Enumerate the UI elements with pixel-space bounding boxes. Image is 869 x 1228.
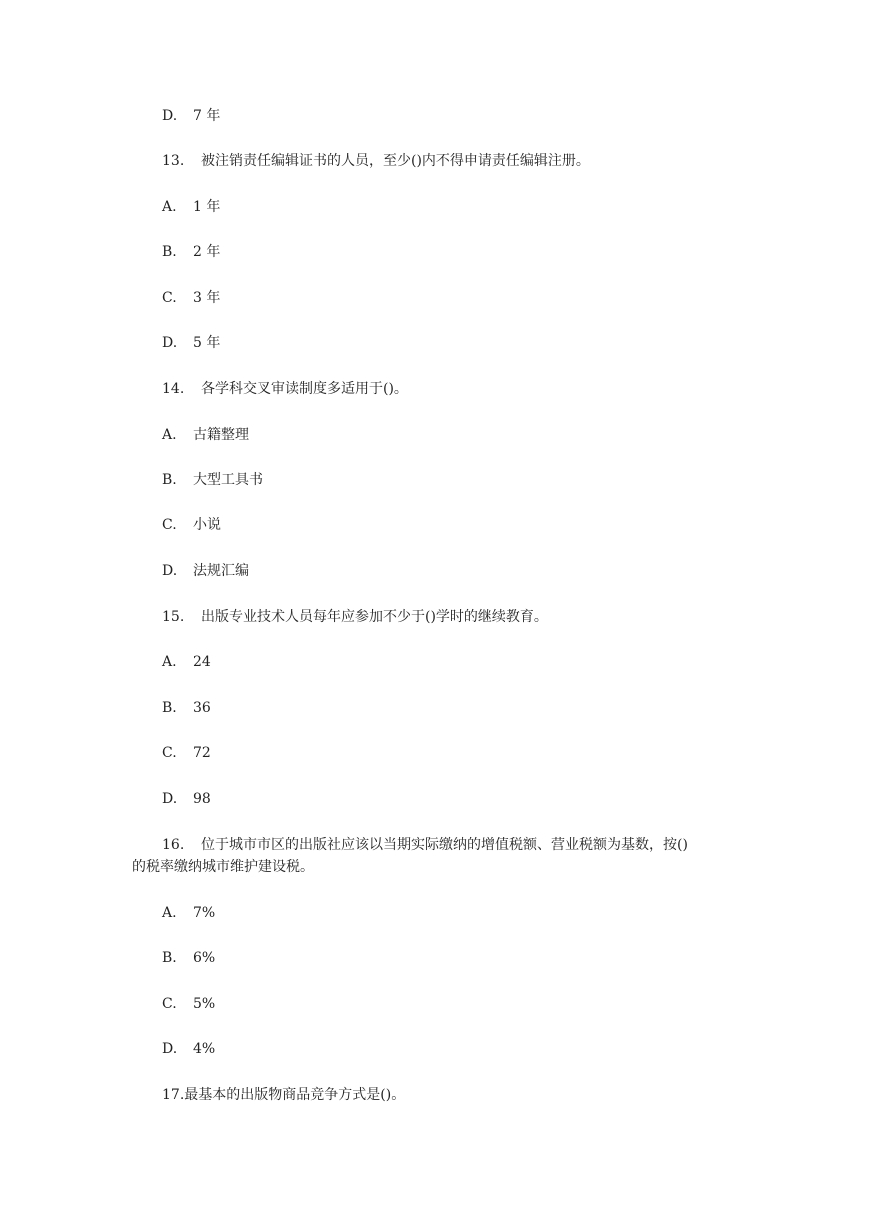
- question-text: 位于城市市区的出版社应该以当期实际缴纳的增值税额、营业税额为基数，按(): [201, 837, 688, 853]
- q14-stem: [162, 380, 408, 398]
- option-text: 5 年: [193, 335, 221, 351]
- question-text: 17.最基本的出版物商品竞争方式是()。: [162, 1087, 406, 1103]
- q15-option-d: [162, 790, 211, 808]
- option-text: 7 年: [193, 108, 221, 124]
- q13-option-c: [162, 289, 220, 307]
- q12-option-d: [162, 107, 220, 125]
- q16-stem: [132, 834, 742, 878]
- q15-stem: [162, 608, 548, 626]
- q14-option-a: [162, 426, 249, 444]
- option-label: C.: [162, 745, 177, 761]
- q14-option-c: [162, 516, 221, 534]
- q13-option-a: [162, 198, 220, 216]
- question-text: 各学科交叉审读制度多适用于()。: [201, 381, 408, 397]
- option-text: 98: [193, 791, 211, 807]
- q15-option-b: [162, 699, 211, 717]
- q14-option-d: [162, 562, 249, 580]
- question-text: 出版专业技术人员每年应参加不少于()学时的继续教育。: [201, 609, 548, 625]
- option-text: 36: [193, 700, 211, 716]
- option-label: A.: [162, 427, 177, 443]
- q16-option-b: [162, 949, 215, 967]
- question-number: 14.: [162, 381, 185, 397]
- option-label: D.: [162, 335, 178, 351]
- option-text: 法规汇编: [193, 563, 249, 579]
- question-number: 16.: [162, 837, 185, 853]
- option-label: C.: [162, 996, 177, 1012]
- option-label: D.: [162, 563, 178, 579]
- option-text: 2 年: [193, 244, 221, 260]
- option-text: 大型工具书: [193, 472, 263, 488]
- option-label: D.: [162, 108, 178, 124]
- q16-option-a: [162, 904, 215, 922]
- q16-option-c: [162, 995, 215, 1013]
- option-text: 7%: [193, 905, 216, 921]
- option-text: 3 年: [193, 290, 221, 306]
- question-text-line-2: 的税率缴纳城市维护建设税。: [132, 859, 314, 875]
- question-text-line-1: [132, 834, 742, 856]
- option-label: D.: [162, 791, 178, 807]
- option-label: A.: [162, 905, 177, 921]
- option-text: 4%: [193, 1041, 216, 1057]
- q13-option-d: [162, 334, 220, 352]
- option-label: B.: [162, 472, 177, 488]
- question-number: 15.: [162, 609, 185, 625]
- question-number: 13.: [162, 153, 185, 169]
- option-label: B.: [162, 950, 177, 966]
- q16-option-d: [162, 1040, 215, 1058]
- option-label: B.: [162, 700, 177, 716]
- q13-option-b: [162, 243, 220, 261]
- q15-option-a: [162, 653, 211, 671]
- option-text: 72: [193, 745, 211, 761]
- option-label: A.: [162, 654, 177, 670]
- option-text: 6%: [193, 950, 216, 966]
- q15-option-c: [162, 744, 211, 762]
- option-text: 24: [193, 654, 211, 670]
- option-label: A.: [162, 199, 177, 215]
- option-text: 1 年: [193, 199, 221, 215]
- question-text: 被注销责任编辑证书的人员，至少()内不得申请责任编辑注册。: [201, 153, 590, 169]
- option-text: 5%: [193, 996, 216, 1012]
- option-label: B.: [162, 244, 177, 260]
- q13-stem: [162, 152, 590, 170]
- q17-stem: [162, 1086, 405, 1104]
- option-label: C.: [162, 290, 177, 306]
- option-text: 小说: [193, 517, 221, 533]
- option-text: 古籍整理: [193, 427, 249, 443]
- option-label: D.: [162, 1041, 178, 1057]
- option-label: C.: [162, 517, 177, 533]
- q14-option-b: [162, 471, 263, 489]
